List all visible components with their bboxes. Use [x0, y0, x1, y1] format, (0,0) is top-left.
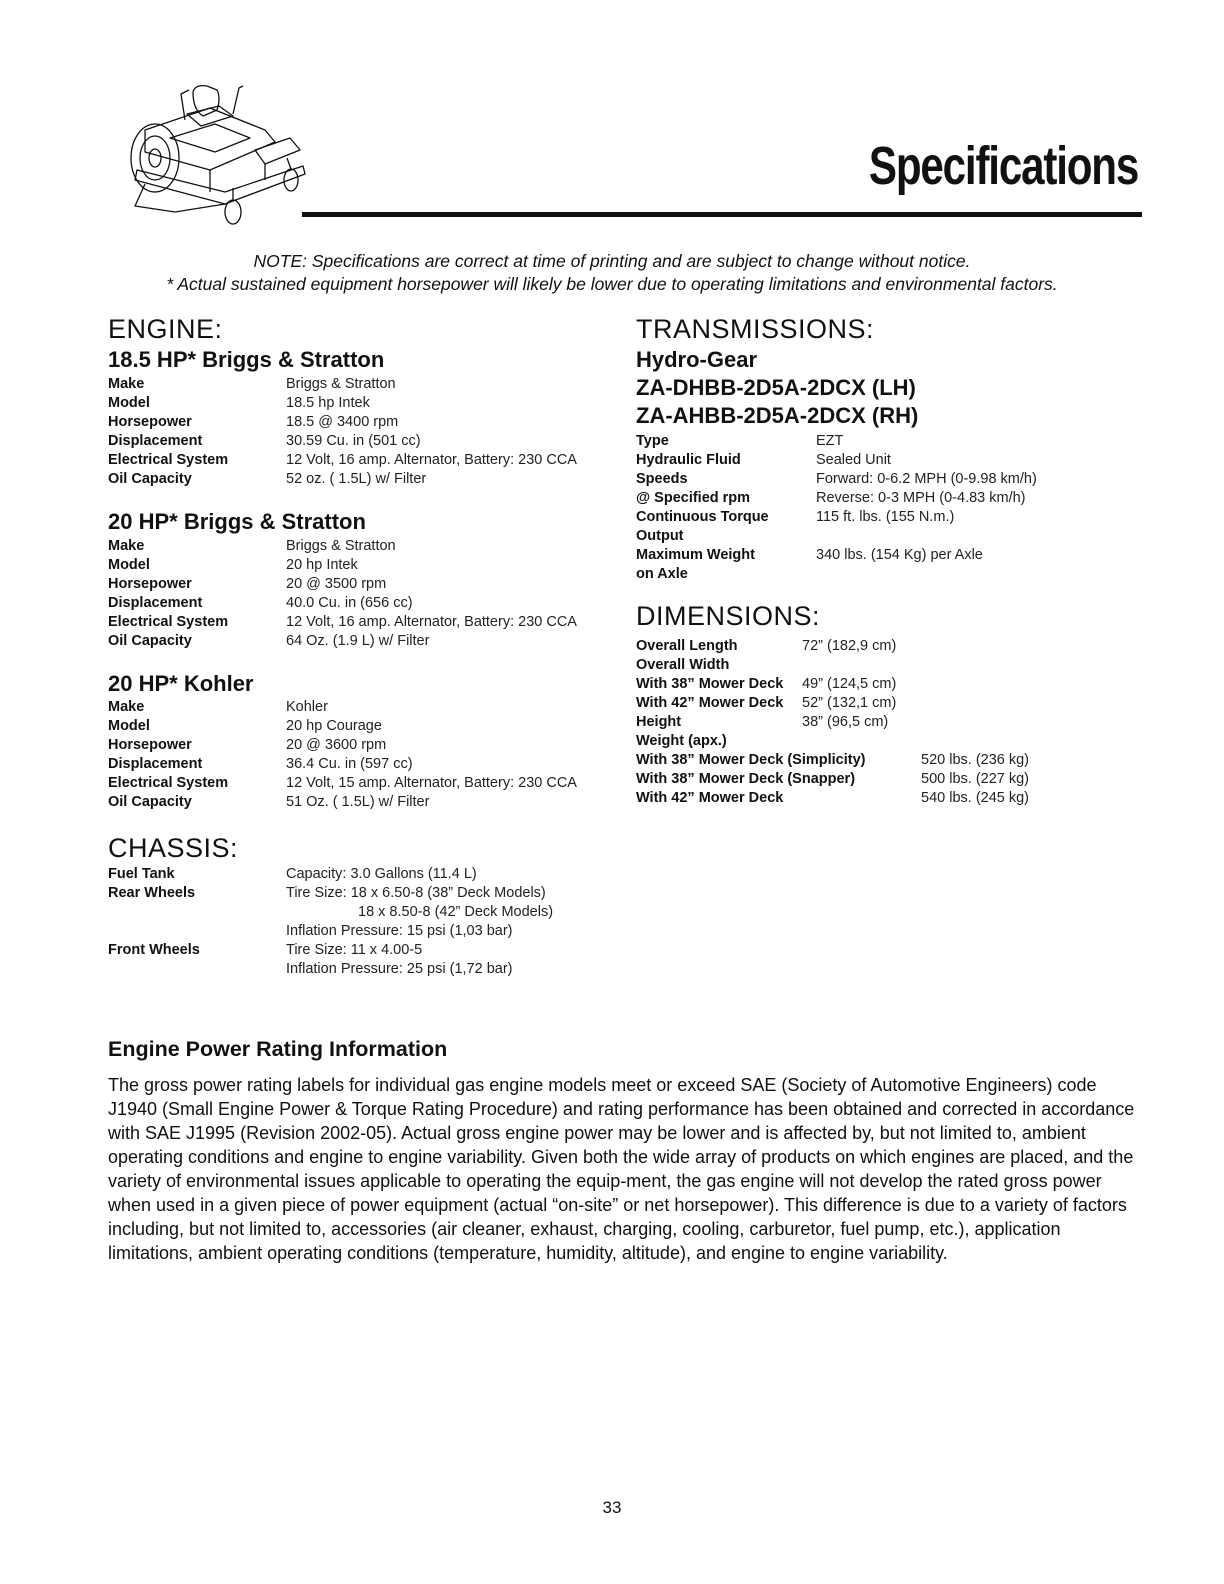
spec-row [108, 394, 577, 413]
spec-value: 52 oz. ( 1.5L) w/ Filter [286, 471, 427, 487]
spec-label: Continuous Torque [636, 509, 769, 525]
spec-value: 51 Oz. ( 1.5L) w/ Filter [286, 794, 430, 810]
page-title: Specifications [868, 136, 1138, 196]
spec-row [108, 575, 577, 594]
engine-spec-table [108, 537, 577, 651]
page-number: 33 [602, 1498, 622, 1517]
spec-value: Kohler [286, 699, 328, 715]
engine-power-rating-title: Engine Power Rating Information [108, 1037, 448, 1061]
spec-value: 12 Volt, 15 amp. Alternator, Battery: 230 CCA [286, 775, 577, 791]
spec-label: Make [108, 538, 145, 554]
spec-row [636, 694, 896, 713]
spec-value: 340 lbs. (154 Kg) per Axle [816, 547, 983, 563]
spec-label: Rear Wheels [108, 885, 196, 901]
spec-value: Reverse: 0-3 MPH (0-4.83 km/h) [816, 490, 1026, 506]
spec-label: Oil Capacity [108, 471, 192, 487]
spec-label: Oil Capacity [108, 633, 192, 649]
spec-label: Type [636, 433, 669, 449]
engine-power-rating-body: The gross power rating labels for individual gas engine models meet or exceed SAE (Society of Automotive Engineers) code J1940 (Small Engine Power & Torque Rating Procedure) and rating performance has been obtained and corrected in accordance with SAE J1995 (Revision 2002-05). Actual gross engine power may be lower and is affected by, but not limited to, ambient operating conditions and engine to engine variability. Given both the wide array of products on which engines are placed, and the variety of environmental issues applicable to operating the equip-ment, the gas engine will not develop the rated gross power when used in a given piece of power equipment (actual “on-site” or net horsepower). This difference is due to a variety of factors including, but not limited to, accessories (air cleaner, exhaust, charging, cooling, carburetor, fuel pump, etc.), application limitations, ambient operating conditions (temperature, humidity, altitude), and engine to engine variability. [108, 1075, 1135, 1263]
spec-label: on Axle [636, 566, 688, 582]
spec-value: Tire Size: 18 x 6.50-8 (38” Deck Models) [286, 885, 546, 901]
engine-model-title: 20 HP* Briggs & Stratton [108, 509, 366, 534]
spec-label: Model [108, 557, 150, 573]
spec-value: 72” (182,9 cm) [802, 638, 897, 654]
spec-label: Electrical System [108, 614, 229, 630]
spec-row [108, 432, 577, 451]
spec-label: Displacement [108, 433, 203, 449]
engine-spec-table [108, 698, 577, 812]
spec-row [636, 546, 1037, 565]
spec-row [636, 732, 896, 751]
spec-value: 12 Volt, 16 amp. Alternator, Battery: 230 CCA [286, 452, 577, 468]
spec-label: Make [108, 699, 145, 715]
dimensions-spec-table [636, 637, 896, 751]
spec-value: EZT [816, 433, 844, 449]
spec-row [108, 594, 577, 613]
note-line-1: NOTE: Specifications are correct at time of printing and are subject to change without notice. [253, 251, 971, 271]
transmission-title: ZA-DHBB-2D5A-2DCX (LH) [636, 375, 916, 400]
spec-value: 20 hp Intek [286, 557, 358, 573]
spec-label: Overall Width [636, 657, 730, 673]
spec-row [636, 656, 896, 675]
spec-label: With 42” Mower Deck [636, 695, 784, 711]
spec-value: 500 lbs. (227 kg) [921, 771, 1030, 787]
mower-illustration [115, 80, 315, 232]
spec-value: 30.59 Cu. in (501 cc) [286, 433, 421, 449]
spec-row [636, 565, 1037, 584]
spec-row [108, 941, 553, 960]
spec-value: 20 hp Courage [286, 718, 382, 734]
spec-label: With 38” Mower Deck [636, 676, 784, 692]
spec-row [108, 793, 577, 812]
spec-row [108, 774, 577, 793]
spec-row [636, 751, 1029, 770]
spec-value: 52” (132,1 cm) [802, 695, 897, 711]
spec-value: 540 lbs. (245 kg) [921, 790, 1030, 806]
spec-row [108, 960, 553, 979]
engine-model-title: 20 HP* Kohler [108, 671, 254, 696]
spec-value: 18 x 8.50-8 (42” Deck Models) [358, 904, 554, 920]
spec-label: With 38” Mower Deck (Snapper) [636, 771, 856, 787]
spec-value: 36.4 Cu. in (597 cc) [286, 756, 413, 772]
spec-label: With 42” Mower Deck [636, 790, 784, 806]
spec-label: @ Specified rpm [636, 490, 751, 506]
spec-row [636, 637, 896, 656]
spec-row [108, 413, 577, 432]
spec-value: Inflation Pressure: 15 psi (1,03 bar) [286, 923, 513, 939]
spec-label: Front Wheels [108, 942, 200, 958]
spec-value: Forward: 0-6.2 MPH (0-9.98 km/h) [816, 471, 1037, 487]
spec-row [636, 432, 1037, 451]
dimensions-weight-table [636, 751, 1029, 808]
spec-row [108, 717, 577, 736]
spec-row [636, 713, 896, 732]
spec-value [816, 527, 1037, 546]
spec-value: 20 @ 3600 rpm [286, 737, 387, 753]
spec-value: 20 @ 3500 rpm [286, 576, 387, 592]
spec-value: 18.5 @ 3400 rpm [286, 414, 399, 430]
engine-spec-table [108, 375, 577, 489]
spec-label: Displacement [108, 595, 203, 611]
spec-row [636, 675, 896, 694]
spec-row [636, 451, 1037, 470]
spec-value: Briggs & Stratton [286, 538, 396, 554]
spec-row [108, 556, 577, 575]
engine-model-title: 18.5 HP* Briggs & Stratton [108, 347, 385, 372]
spec-label: Oil Capacity [108, 794, 192, 810]
spec-value: 40.0 Cu. in (656 cc) [286, 595, 413, 611]
transmission-spec-table [636, 432, 1037, 584]
chassis-spec-table [108, 865, 553, 979]
transmission-title: Hydro-Gear [636, 347, 758, 372]
transmission-title: ZA-AHBB-2D5A-2DCX (RH) [636, 403, 919, 428]
spec-value [816, 565, 1037, 584]
spec-row [108, 736, 577, 755]
title-divider [302, 212, 1142, 217]
spec-label: Make [108, 376, 145, 392]
spec-value: 12 Volt, 16 amp. Alternator, Battery: 230 CCA [286, 614, 577, 630]
spec-row [108, 375, 577, 394]
spec-row [636, 770, 1029, 789]
spec-value: 18.5 hp Intek [286, 395, 370, 411]
spec-label: Horsepower [108, 576, 192, 592]
spec-label: Horsepower [108, 737, 192, 753]
spec-label: Height [636, 714, 682, 730]
transmissions-heading: TRANSMISSIONS: [636, 314, 875, 344]
spec-label: Output [636, 528, 684, 544]
spec-row [108, 451, 577, 470]
spec-label: Weight (apx.) [636, 733, 727, 749]
spec-label: Overall Length [636, 638, 738, 654]
spec-value: Tire Size: 11 x 4.00-5 [286, 942, 423, 958]
spec-row [108, 537, 577, 556]
spec-value: Briggs & Stratton [286, 376, 396, 392]
spec-value: 38” (96,5 cm) [802, 714, 889, 730]
spec-value: Inflation Pressure: 25 psi (1,72 bar) [286, 961, 513, 977]
spec-row [636, 470, 1037, 489]
spec-label: With 38” Mower Deck (Simplicity) [636, 752, 866, 768]
spec-value [802, 732, 896, 751]
spec-row [636, 508, 1037, 527]
spec-label [108, 922, 286, 941]
spec-label: Horsepower [108, 414, 192, 430]
spec-label [108, 903, 286, 922]
spec-row [108, 903, 553, 922]
spec-label: Maximum Weight [636, 547, 755, 563]
spec-value: 49” (124,5 cm) [802, 676, 897, 692]
spec-label: Electrical System [108, 452, 229, 468]
spec-value [802, 656, 896, 675]
spec-label: Model [108, 395, 150, 411]
spec-row [636, 489, 1037, 508]
spec-label [108, 960, 286, 979]
dimensions-heading: DIMENSIONS: [636, 601, 821, 631]
spec-value: Capacity: 3.0 Gallons (11.4 L) [286, 866, 477, 882]
spec-value: 520 lbs. (236 kg) [921, 752, 1030, 768]
note-line-2: * Actual sustained equipment horsepower will likely be lower due to operating limitations and environmental factors. [166, 274, 1058, 294]
spec-label: Fuel Tank [108, 866, 175, 882]
engine-heading: ENGINE: [108, 314, 223, 344]
spec-label: Displacement [108, 756, 203, 772]
spec-row [108, 922, 553, 941]
spec-label: Speeds [636, 471, 688, 487]
spec-row [108, 755, 577, 774]
spec-value: Sealed Unit [816, 452, 891, 468]
spec-row [636, 789, 1029, 808]
spec-row [636, 527, 1037, 546]
spec-row [108, 470, 577, 489]
spec-label: Model [108, 718, 150, 734]
spec-value: 64 Oz. (1.9 L) w/ Filter [286, 633, 430, 649]
spec-row [108, 884, 553, 903]
spec-row [108, 698, 577, 717]
chassis-heading: CHASSIS: [108, 833, 239, 863]
spec-value: 115 ft. lbs. (155 N.m.) [816, 509, 955, 525]
spec-label: Electrical System [108, 775, 229, 791]
spec-row [108, 632, 577, 651]
spec-row [108, 865, 553, 884]
spec-row [108, 613, 577, 632]
spec-label: Hydraulic Fluid [636, 452, 741, 468]
